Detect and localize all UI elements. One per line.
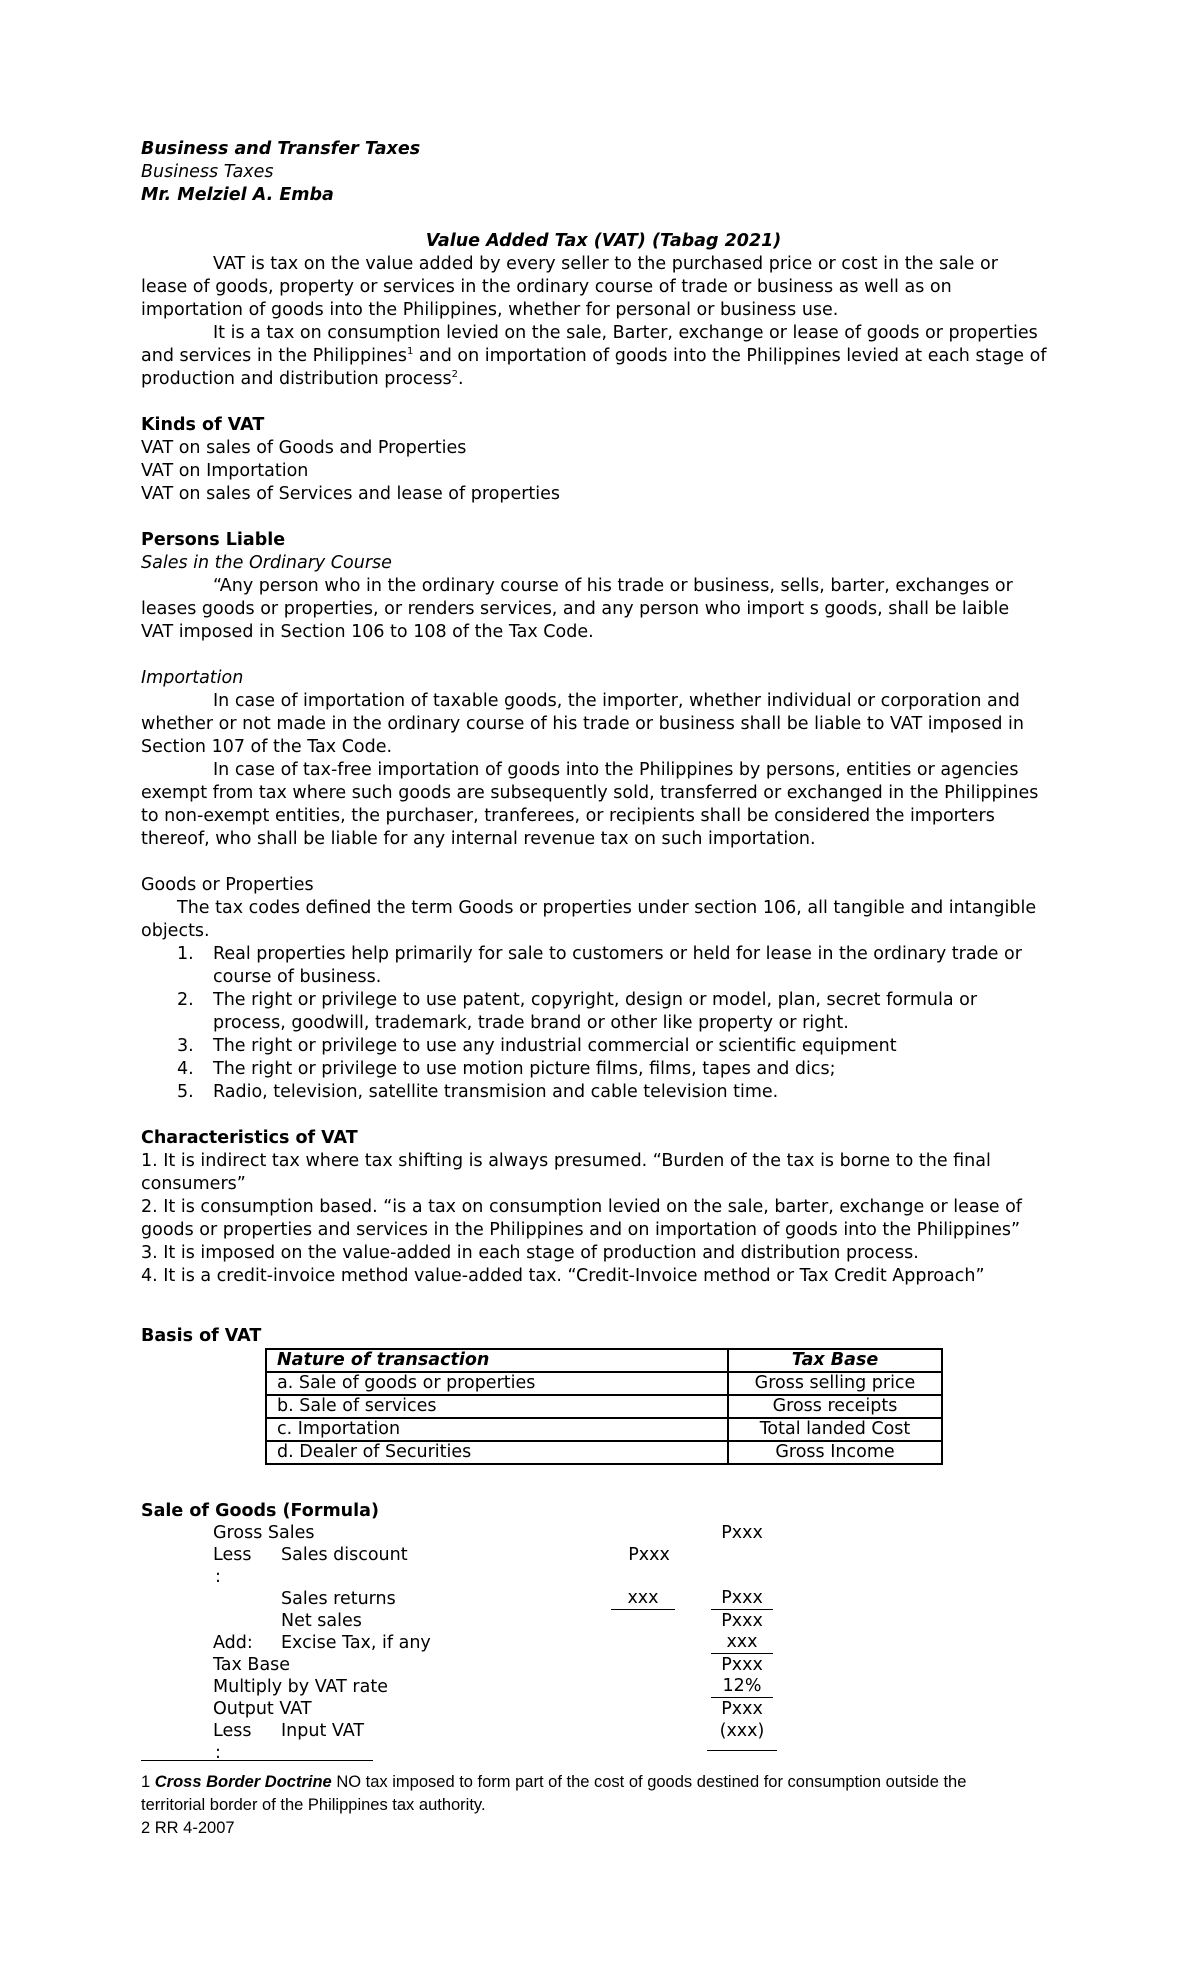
table-cell: Gross receipts [728,1395,942,1418]
formula-tax-base: Tax Base [213,1655,291,1675]
formula-less-label: Less [213,1545,252,1565]
formula-net-sales-amount: Pxxx [721,1611,763,1631]
table-cell: Total landed Cost [728,1418,942,1441]
characteristics-line: 4. It is a credit-invoice method value-added tax. “Credit-Invoice method or Tax Credit Approach” [141,1266,985,1286]
characteristics-line: 2. It is consumption based. “is a tax on consumption levied on the sale, barter, exchange or lease of [141,1197,1022,1217]
footnote-ref-1[interactable]: 1 [406,346,414,358]
table-cell: Gross selling price [728,1372,942,1395]
intro-p2-line3a: production and distribution process [141,369,452,389]
formula-heading: Sale of Goods (Formula) [141,1501,379,1521]
table-row [266,1372,942,1395]
persons-p3-line1: In case of tax-free importation of goods into the Philippines by persons, entities or agencies [213,760,1019,780]
goods-list-num: 2. [177,990,194,1010]
kinds-item: VAT on sales of Goods and Properties [141,438,467,458]
intro-p2-line2b: and on importation of goods into the Philippines levied at each stage of [413,346,1047,366]
characteristics-line: goods or properties and services in the Philippines and on importation of goods into the Philippines” [141,1220,1021,1240]
footnote-separator [141,1760,373,1761]
goods-list-item: The right or privilege to use motion picture films, films, tapes and dics; [213,1059,836,1079]
formula-add-label: Add: [213,1633,253,1653]
formula-sales-returns: Sales returns [281,1589,396,1609]
formula-excise-amount: xxx [711,1632,773,1654]
intro-p1-line1: VAT is tax on the value added by every seller to the purchased price or cost in the sale or [213,254,998,274]
goods-list-num: 4. [177,1059,194,1079]
table-row [266,1395,942,1418]
persons-p2-line1: In case of importation of taxable goods, the importer, whether individual or corporation and [213,691,1020,711]
intro-p2-line2 [141,345,1046,368]
characteristics-line: 1. It is indirect tax where tax shifting is always presumed. “Burden of the tax is borne to the final [141,1151,991,1171]
table-cell: Gross Income [728,1441,942,1464]
footnote-1-term: Cross Border Doctrine [154,1773,332,1791]
formula-output-vat-amount: Pxxx [721,1699,763,1719]
characteristics-line: 3. It is imposed on the value-added in each stage of production and distribution process. [141,1243,919,1263]
formula-less-label: Less [213,1721,252,1741]
subject-title: Business Taxes [141,162,274,182]
table-cell: d. Dealer of Securities [266,1441,728,1464]
formula-sales-returns-amount: xxx [611,1588,675,1610]
footnote-1-number: 1 [141,1773,155,1791]
footnote-ref-2[interactable]: 2 [451,369,458,381]
intro-p1-line2: lease of goods, property or services in the ordinary course of trade or business as well as on [141,277,952,297]
goods-intro-line2: objects. [141,921,210,941]
table-row [266,1441,942,1464]
formula-multiply: Multiply by VAT rate [213,1677,388,1697]
formula-less-colon: : [215,1567,221,1587]
formula-total-rule [707,1750,777,1751]
goods-list-item: Real properties help primarily for sale to customers or held for lease in the ordinary trade or [213,944,1022,964]
table-header-nature: Nature of transaction [266,1349,728,1372]
formula-gross-sales-amount: Pxxx [721,1523,763,1543]
goods-list-item: course of business. [213,967,382,987]
formula-output-vat: Output VAT [213,1699,312,1719]
goods-heading: Goods or Properties [141,875,314,895]
formula-sales-discount-amount: Pxxx [628,1545,670,1565]
formula-vat-rate: 12% [711,1676,773,1698]
intro-p1-line3: importation of goods into the Philippines, whether for personal or business use. [141,300,839,320]
intro-p2-line3b: . [457,369,464,389]
persons-p1-line1: “Any person who in the ordinary course of his trade or business, sells, barter, exchanges or [213,576,1013,596]
footnote-2: 2 RR 4-2007 [141,1819,235,1837]
table-header-row [266,1349,942,1372]
persons-p3-line2: exempt from tax where such goods are subsequently sold, transferred or exchanged in the Philippines [141,783,1039,803]
kinds-item: VAT on Importation [141,461,309,481]
table-cell: b. Sale of services [266,1395,728,1418]
table-row [266,1418,942,1441]
table-cell: a. Sale of goods or properties [266,1372,728,1395]
course-title: Business and Transfer Taxes [141,139,421,159]
kinds-item: VAT on sales of Services and lease of properties [141,484,561,504]
persons-heading: Persons Liable [141,530,286,550]
formula-input-vat-amount: (xxx) [719,1721,765,1741]
intro-p2-line2a: and services in the Philippines [141,346,407,366]
goods-list-num: 5. [177,1082,194,1102]
formula-net-sales: Net sales [281,1611,362,1631]
instructor-name: Mr. Melziel A. Emba [141,185,334,205]
document-title: Value Added Tax (VAT) (Tabag 2021) [425,231,782,251]
persons-sub-importation: Importation [141,668,244,688]
goods-list-item: Radio, television, satellite transmision and cable television time. [213,1082,779,1102]
footnote-1-text: NO tax imposed to form part of the cost of goods destined for consumption outside the [331,1773,967,1791]
basis-table [265,1348,943,1465]
table-cell: c. Importation [266,1418,728,1441]
goods-list-num: 1. [177,944,194,964]
characteristics-heading: Characteristics of VAT [141,1128,358,1148]
basis-heading: Basis of VAT [141,1326,262,1346]
goods-list-item: The right or privilege to use patent, copyright, design or model, plan, secret formula or [213,990,978,1010]
table-header-taxbase: Tax Base [728,1349,942,1372]
persons-p2-line2: whether or not made in the ordinary course of his trade or business shall be liable to VAT imposed in [141,714,1024,734]
formula-input-vat: Input VAT [281,1721,365,1741]
formula-gross-sales: Gross Sales [213,1523,315,1543]
kinds-heading: Kinds of VAT [141,415,265,435]
formula-sales-discount: Sales discount [281,1545,408,1565]
footnote-1-line2: territorial border of the Philippines tax authority. [141,1796,486,1814]
persons-p3-line4: thereof, who shall be liable for any internal revenue tax on such importation. [141,829,816,849]
formula-tax-base-amount: Pxxx [721,1655,763,1675]
goods-list-num: 3. [177,1036,194,1056]
persons-p2-line3: Section 107 of the Tax Code. [141,737,393,757]
persons-p3-line3: to non-exempt entities, the purchaser, tranferees, or recipients shall be considered the importers [141,806,995,826]
goods-intro-line1: The tax codes defined the term Goods or properties under section 106, all tangible and intangible [177,898,1037,918]
intro-p2-line3 [141,368,464,391]
goods-list-item: process, goodwill, trademark, trade brand or other like property or right. [213,1013,849,1033]
persons-p1-line2: leases goods or properties, or renders services, and any person who import s goods, shall be laible [141,599,1010,619]
persons-sub-ordinary: Sales in the Ordinary Course [141,553,392,573]
persons-p1-line3: VAT imposed in Section 106 to 108 of the Tax Code. [141,622,594,642]
formula-less-colon: : [215,1743,221,1763]
characteristics-line: consumers” [141,1174,246,1194]
formula-excise: Excise Tax, if any [281,1633,431,1653]
goods-list-item: The right or privilege to use any industrial commercial or scientific equipment [213,1036,897,1056]
footnote-1-line1 [141,1771,966,1794]
intro-p2-line1: It is a tax on consumption levied on the sale, Barter, exchange or lease of goods or properties [213,323,1038,343]
formula-sales-returns-total: Pxxx [711,1588,773,1610]
